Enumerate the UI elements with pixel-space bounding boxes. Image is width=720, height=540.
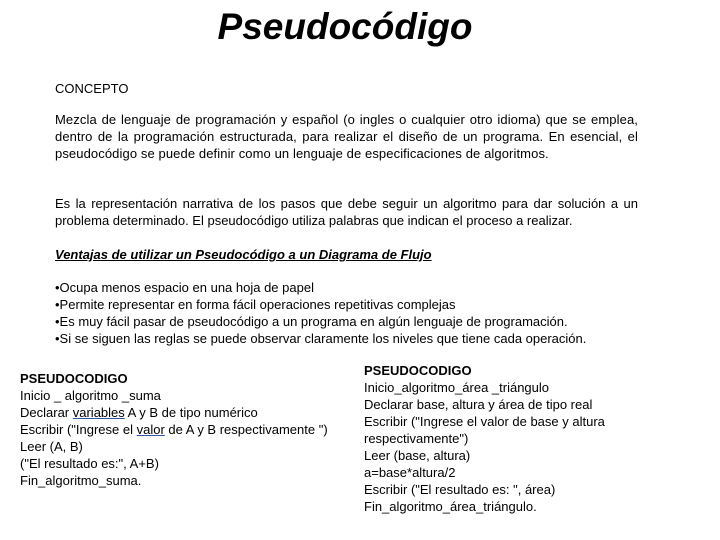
code-line: Declarar base, altura y área de tipo real bbox=[364, 397, 593, 412]
code-line: Fin_algoritmo_suma. bbox=[20, 473, 142, 488]
code-line: ("El resultado es:", A+B) bbox=[20, 456, 159, 471]
concept-label: CONCEPTO bbox=[55, 81, 129, 96]
list-item: •Si se siguen las reglas se puede observar claramente los niveles que tiene cada operación. bbox=[55, 331, 587, 346]
definition-paragraph: Mezcla de lenguaje de programación y español (o ingles o cualquier otro idioma) que se emplea, dentro de la programación estructurada, para realizar el diseño de un programa. En esencial, el pseudocódigo se puede definir como un lenguaje de especificaciones de algoritmos. bbox=[55, 112, 638, 161]
description-paragraph: Es la representación narrativa de los pasos que debe seguir un algoritmo para dar solución a un problema determinado. El pseudocódigo utiliza palabras que indican el proceso a realizar. bbox=[55, 196, 638, 228]
code-line: Leer (base, altura) bbox=[364, 448, 471, 463]
valor-link[interactable]: valor bbox=[136, 422, 165, 437]
list-item: •Ocupa menos espacio en una hoja de papel bbox=[55, 280, 314, 295]
code-line: a=base*altura/2 bbox=[364, 465, 456, 480]
list-item: •Permite representar en forma fácil operaciones repetitivas complejas bbox=[55, 297, 456, 312]
code-line: Inicio _ algoritmo _suma bbox=[20, 388, 161, 403]
advantages-list bbox=[55, 279, 638, 347]
code-text: Escribir ("Ingrese el bbox=[20, 422, 137, 437]
list-item: •Es muy fácil pasar de pseudocódigo a un programa en algún lenguaje de programación. bbox=[55, 314, 568, 329]
code-text: Declarar bbox=[20, 405, 73, 420]
example-heading: PSEUDOCODIGO bbox=[364, 363, 472, 378]
page-title: Pseudocódigo bbox=[217, 6, 473, 47]
code-line: Inicio_algoritmo_área _triángulo bbox=[364, 380, 550, 395]
code-line bbox=[20, 404, 328, 421]
code-text: A y B de tipo numérico bbox=[124, 405, 258, 420]
code-line bbox=[20, 421, 328, 438]
code-line: Leer (A, B) bbox=[20, 439, 83, 454]
code-line: Fin_algoritmo_área_triángulo. bbox=[364, 499, 537, 514]
triangle-area-example bbox=[364, 362, 664, 515]
code-line: Escribir ("El resultado es: ", área) bbox=[364, 482, 556, 497]
sum-algorithm-example bbox=[20, 370, 328, 489]
variables-link[interactable]: variables bbox=[72, 405, 125, 420]
code-line: Escribir ("Ingrese el valor de base y altura respectivamente") bbox=[364, 414, 605, 446]
example-heading: PSEUDOCODIGO bbox=[20, 371, 128, 386]
advantages-heading: Ventajas de utilizar un Pseudocódigo a un Diagrama de Flujo bbox=[55, 247, 432, 262]
code-text: de A y B respectivamente ") bbox=[164, 422, 328, 437]
